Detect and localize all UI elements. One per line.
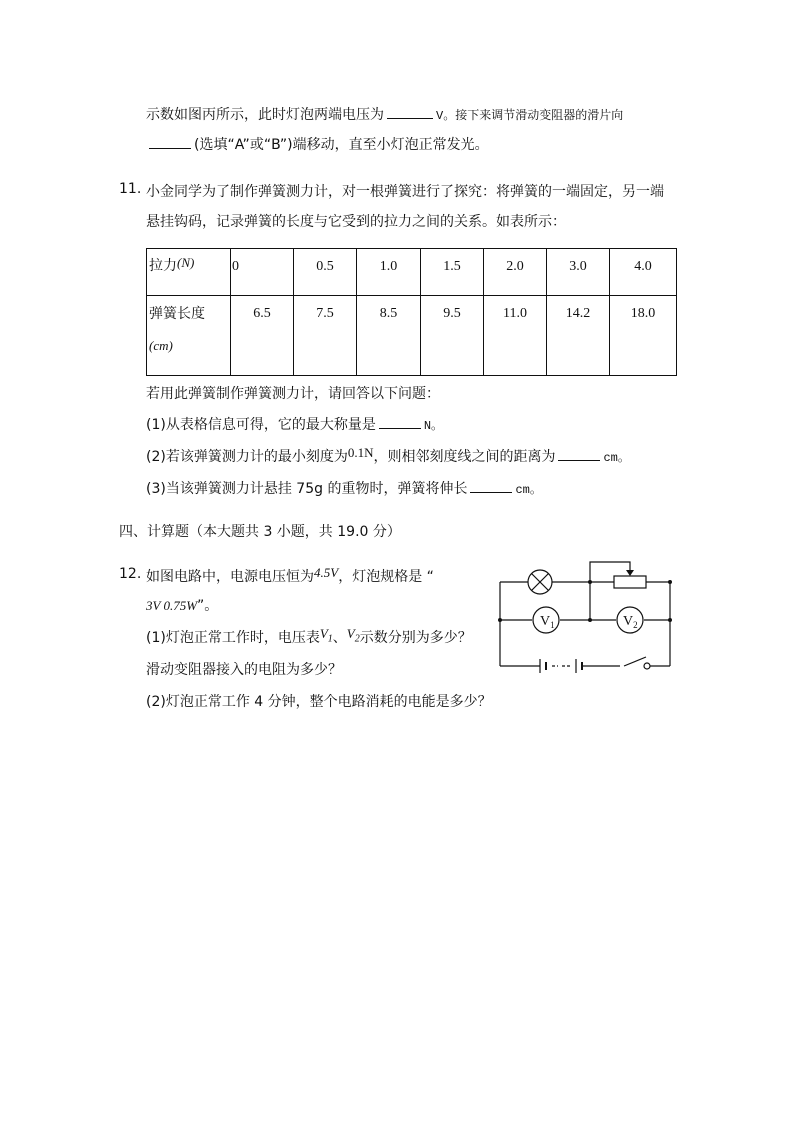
table-row-force: [147, 249, 677, 296]
q11-sub1: [146, 414, 443, 434]
q12-sub2-number: (2): [146, 694, 166, 710]
voltmeter-1-icon: [533, 607, 559, 633]
q12-line2-math: 3V 0.75W: [146, 598, 198, 613]
q11-line1: 小金同学为了制作弹簧测力计，对一根弹簧进行了探究：将弹簧的一端固定，另一端: [146, 184, 664, 200]
q11-sub3: [146, 478, 542, 498]
q12-sub1-sep: 、: [332, 630, 347, 646]
table-cell: 0.5: [294, 249, 357, 296]
q10-line2-text: (选填“A”或“B”)端移动，直至小灯泡正常发光。: [194, 137, 489, 153]
table-cell: 7.5: [294, 296, 357, 376]
q12-sub1-line2: 滑动变阻器接入的电阻为多少？: [146, 662, 342, 678]
q12-sub1-v1: [319, 626, 333, 645]
sub2-math: 0.1N: [347, 445, 374, 460]
q12-sub1-text-a: 灯泡正常工作时，电压表: [165, 630, 320, 646]
q11-sub2: [146, 446, 630, 466]
v2-letter: V: [346, 626, 355, 641]
q12-line1-math: 4.5V: [314, 565, 339, 580]
battery-icon: [540, 659, 582, 673]
table-cell: 8.5: [357, 296, 421, 376]
voltmeter-2-icon: [617, 607, 643, 633]
q12-line1-a: 如图电路中，电源电压恒为: [146, 569, 314, 585]
sub1-unit: N。: [423, 419, 444, 433]
section-4-title: 四、计算题（本大题共 3 小题，共 19.0 分）: [119, 524, 401, 540]
sub1-number: (1): [146, 417, 166, 433]
q10-line1-unit: V。接下来调节滑动变阻器的滑片向: [436, 109, 624, 123]
sub3-unit: cm。: [515, 483, 542, 497]
q10-direction-blank[interactable]: [149, 134, 191, 149]
sub2-blank[interactable]: [558, 446, 600, 461]
circuit-diagram: [496, 558, 674, 678]
q12-line2: [146, 595, 218, 615]
q12-line1: [146, 566, 434, 586]
length-label: 弹簧长度: [149, 306, 205, 322]
q11-line2: 悬挂钩码，记录弹簧的长度与它受到的拉力之间的关系。如表所示：: [146, 214, 566, 230]
table-cell: 4.0: [610, 249, 677, 296]
force-label: 拉力: [149, 258, 177, 274]
q10-voltage-blank[interactable]: [387, 104, 433, 119]
q12-number: 12.: [119, 566, 142, 582]
lamp-icon: [528, 570, 552, 594]
sub2-text-b: ，则相邻刻度线之间的距离为: [373, 449, 556, 465]
table-cell: 14.2: [547, 296, 610, 376]
voltmeter-1-label: $V_1$: [540, 614, 555, 630]
table-cell: 1.5: [421, 249, 484, 296]
force-header: [147, 249, 231, 296]
q11-intro: 若用此弹簧制作弹簧测力计，请回答以下问题：: [146, 386, 440, 402]
force-unit: (N): [177, 255, 195, 270]
sub3-number: (3): [146, 481, 166, 497]
q12-line1-b: ，灯泡规格是 “: [338, 569, 434, 585]
rheostat-icon: [614, 570, 646, 588]
q12-line2-b: ”。: [197, 598, 219, 614]
length-unit: (cm): [149, 338, 173, 353]
q12-sub1-number: (1): [146, 630, 166, 646]
switch-icon: [644, 663, 650, 669]
q10-line1: [146, 104, 623, 124]
table-row-length: [147, 296, 677, 376]
sub1-text: 从表格信息可得，它的最大称量是: [165, 417, 376, 433]
q12-sub1-text-b: 示数分别为多少？: [359, 630, 472, 646]
v2-subscript: 2: [354, 633, 360, 645]
table-cell: 11.0: [484, 296, 547, 376]
table-cell: 1.0: [357, 249, 421, 296]
sub2-unit: cm。: [603, 451, 630, 465]
table-cell: 2.0: [484, 249, 547, 296]
table-cell: 18.0: [610, 296, 677, 376]
q11-number: 11.: [119, 181, 142, 197]
v1-subscript: 1: [327, 633, 333, 645]
sub3-blank[interactable]: [470, 478, 512, 493]
q12-sub2: [146, 691, 492, 711]
q12-sub2-text: 灯泡正常工作 4 分钟，整个电路消耗的电能是多少？: [165, 694, 492, 710]
sub3-text: 当该弹簧测力计悬挂 75g 的重物时，弹簧将伸长: [165, 481, 468, 497]
voltmeter-2-label: $V_2$: [623, 614, 638, 630]
q10-line1-text: 示数如图丙所示，此时灯泡两端电压为: [146, 107, 384, 123]
table-cell: 6.5: [231, 296, 294, 376]
sub1-blank[interactable]: [379, 414, 421, 429]
table-cell: 9.5: [421, 296, 484, 376]
table-cell: 0: [231, 249, 294, 296]
sub2-text-a: 若该弹簧测力计的最小刻度为: [165, 449, 348, 465]
length-header: [147, 296, 231, 376]
v1-letter: V: [319, 626, 328, 641]
q12-sub1: [146, 627, 472, 649]
q10-line2: [146, 134, 489, 154]
q12-sub1-v2: [346, 626, 360, 645]
sub2-number: (2): [146, 449, 166, 465]
table-cell: 3.0: [547, 249, 610, 296]
spring-data-table: [146, 248, 677, 376]
